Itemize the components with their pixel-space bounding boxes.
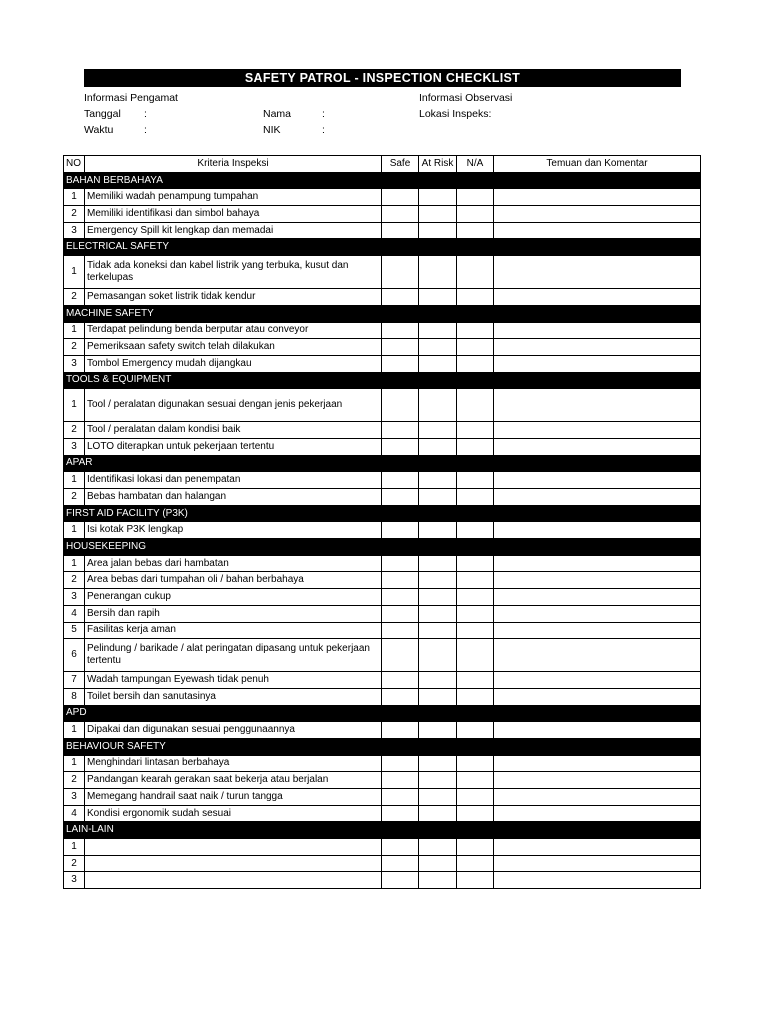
na-cell[interactable]: [457, 855, 494, 872]
checklist-row: [64, 389, 701, 422]
criteria-text: Identifikasi lokasi dan penempatan: [85, 472, 382, 489]
section-header-row: [64, 539, 701, 556]
informasi-observasi-label: Informasi Observasi: [419, 92, 513, 104]
section-title: APD: [64, 705, 701, 722]
criteria-text: Area bebas dari tumpahan oli / bahan berbahaya: [85, 572, 382, 589]
section-header-row: [64, 455, 701, 472]
na-cell[interactable]: [457, 555, 494, 572]
na-cell[interactable]: [457, 438, 494, 455]
at-risk-cell[interactable]: [419, 438, 457, 455]
table-header-row: [64, 156, 701, 173]
informasi-pengamat-label: Informasi Pengamat: [84, 92, 178, 104]
checklist-row: [64, 572, 701, 589]
checklist-row: [64, 789, 701, 806]
row-number: 1: [64, 189, 85, 206]
criteria-text: Memiliki identifikasi dan simbol bahaya: [85, 206, 382, 223]
at-risk-cell[interactable]: [419, 688, 457, 705]
at-risk-cell[interactable]: [419, 355, 457, 372]
tanggal-colon: :: [144, 108, 147, 120]
checklist-row: [64, 189, 701, 206]
at-risk-cell[interactable]: [419, 789, 457, 806]
row-number: 4: [64, 805, 85, 822]
criteria-text: Dipakai dan digunakan sesuai penggunaannya: [85, 722, 382, 739]
section-header-row: [64, 738, 701, 755]
row-number: 2: [64, 855, 85, 872]
checklist-row: [64, 339, 701, 356]
safe-cell[interactable]: [382, 855, 419, 872]
row-number: 2: [64, 289, 85, 306]
row-number: 2: [64, 206, 85, 223]
checklist-row: [64, 722, 701, 739]
criteria-text: Memegang handrail saat naik / turun tangga: [85, 789, 382, 806]
criteria-text: Toilet bersih dan sanutasinya: [85, 688, 382, 705]
safe-cell[interactable]: [382, 438, 419, 455]
checklist-row: [64, 355, 701, 372]
criteria-text: Penerangan cukup: [85, 589, 382, 606]
na-cell[interactable]: [457, 389, 494, 422]
temuan-cell[interactable]: [494, 422, 701, 439]
checklist-row: [64, 672, 701, 689]
temuan-cell[interactable]: [494, 672, 701, 689]
nama-label: Nama: [263, 108, 292, 120]
at-risk-cell[interactable]: [419, 872, 457, 889]
row-number: 2: [64, 572, 85, 589]
checklist-row: [64, 489, 701, 506]
checklist-row: [64, 639, 701, 672]
criteria-text: Wadah tampungan Eyewash tidak penuh: [85, 672, 382, 689]
at-risk-cell[interactable]: [419, 805, 457, 822]
criteria-text: Pemasangan soket listrik tidak kendur: [85, 289, 382, 306]
safe-cell[interactable]: [382, 289, 419, 306]
row-number: 1: [64, 522, 85, 539]
criteria-text: Bersih dan rapih: [85, 605, 382, 622]
na-cell[interactable]: [457, 522, 494, 539]
temuan-cell[interactable]: [494, 355, 701, 372]
section-header-row: [64, 305, 701, 322]
row-number: 7: [64, 672, 85, 689]
checklist-row: [64, 472, 701, 489]
section-title: BEHAVIOUR SAFETY: [64, 738, 701, 755]
section-title: BAHAN BERBAHAYA: [64, 172, 701, 189]
row-number: 3: [64, 438, 85, 455]
temuan-cell[interactable]: [494, 189, 701, 206]
at-risk-cell[interactable]: [419, 755, 457, 772]
na-cell[interactable]: [457, 189, 494, 206]
at-risk-cell[interactable]: [419, 589, 457, 606]
at-risk-cell[interactable]: [419, 855, 457, 872]
temuan-cell[interactable]: [494, 522, 701, 539]
safe-cell[interactable]: [382, 322, 419, 339]
checklist-row: [64, 256, 701, 289]
checklist-row: [64, 289, 701, 306]
temuan-cell[interactable]: [494, 489, 701, 506]
na-cell[interactable]: [457, 472, 494, 489]
criteria-text: Memiliki wadah penampung tumpahan: [85, 189, 382, 206]
na-cell[interactable]: [457, 206, 494, 223]
safe-cell[interactable]: [382, 789, 419, 806]
at-risk-cell[interactable]: [419, 422, 457, 439]
nik-colon: :: [322, 124, 325, 136]
at-risk-cell[interactable]: [419, 222, 457, 239]
criteria-text: Pelindung / barikade / alat peringatan dipasang untuk pekerjaan tertentu: [85, 639, 382, 672]
at-risk-cell[interactable]: [419, 772, 457, 789]
criteria-text: Tidak ada koneksi dan kabel listrik yang terbuka, kusut dan terkelupas: [85, 256, 382, 289]
section-title: ELECTRICAL SAFETY: [64, 239, 701, 256]
row-number: 3: [64, 222, 85, 239]
na-cell[interactable]: [457, 339, 494, 356]
section-title: APAR: [64, 455, 701, 472]
safe-cell[interactable]: [382, 355, 419, 372]
checklist-row: [64, 589, 701, 606]
criteria-text: [85, 839, 382, 856]
na-cell[interactable]: [457, 572, 494, 589]
row-number: 2: [64, 489, 85, 506]
row-number: 1: [64, 322, 85, 339]
row-number: 3: [64, 872, 85, 889]
criteria-text: Tombol Emergency mudah dijangkau: [85, 355, 382, 372]
col-header-no: NO: [64, 156, 85, 173]
criteria-text: Pemeriksaan safety switch telah dilakukan: [85, 339, 382, 356]
na-cell[interactable]: [457, 672, 494, 689]
safe-cell[interactable]: [382, 839, 419, 856]
at-risk-cell[interactable]: [419, 206, 457, 223]
at-risk-cell[interactable]: [419, 389, 457, 422]
temuan-cell[interactable]: [494, 839, 701, 856]
safe-cell[interactable]: [382, 489, 419, 506]
safe-cell[interactable]: [382, 256, 419, 289]
temuan-cell[interactable]: [494, 605, 701, 622]
criteria-text: Kondisi ergonomik sudah sesuai: [85, 805, 382, 822]
checklist-row: [64, 755, 701, 772]
na-cell[interactable]: [457, 688, 494, 705]
na-cell[interactable]: [457, 589, 494, 606]
row-number: 8: [64, 688, 85, 705]
na-cell[interactable]: [457, 322, 494, 339]
section-header-row: [64, 239, 701, 256]
na-cell[interactable]: [457, 355, 494, 372]
row-number: 6: [64, 639, 85, 672]
at-risk-cell[interactable]: [419, 289, 457, 306]
row-number: 1: [64, 555, 85, 572]
temuan-cell[interactable]: [494, 472, 701, 489]
na-cell[interactable]: [457, 805, 494, 822]
at-risk-cell[interactable]: [419, 722, 457, 739]
row-number: 2: [64, 422, 85, 439]
safe-cell[interactable]: [382, 422, 419, 439]
temuan-cell[interactable]: [494, 256, 701, 289]
tanggal-label: Tanggal: [84, 108, 121, 120]
na-cell[interactable]: [457, 289, 494, 306]
safe-cell[interactable]: [382, 522, 419, 539]
section-header-row: [64, 705, 701, 722]
nik-label: NIK: [263, 124, 281, 136]
safe-cell[interactable]: [382, 206, 419, 223]
na-cell[interactable]: [457, 422, 494, 439]
temuan-cell[interactable]: [494, 322, 701, 339]
checklist-row: [64, 605, 701, 622]
checklist-row: [64, 555, 701, 572]
checklist-row: [64, 522, 701, 539]
criteria-text: [85, 855, 382, 872]
criteria-text: Tool / peralatan dalam kondisi baik: [85, 422, 382, 439]
nama-colon: :: [322, 108, 325, 120]
criteria-text: LOTO diterapkan untuk pekerjaan tertentu: [85, 438, 382, 455]
temuan-cell[interactable]: [494, 622, 701, 639]
checklist-row: [64, 855, 701, 872]
temuan-cell[interactable]: [494, 589, 701, 606]
temuan-cell[interactable]: [494, 639, 701, 672]
na-cell[interactable]: [457, 605, 494, 622]
safe-cell[interactable]: [382, 755, 419, 772]
na-cell[interactable]: [457, 622, 494, 639]
criteria-text: Menghindari lintasan berbahaya: [85, 755, 382, 772]
waktu-colon: :: [144, 124, 147, 136]
at-risk-cell[interactable]: [419, 639, 457, 672]
safe-cell[interactable]: [382, 189, 419, 206]
safe-cell[interactable]: [382, 572, 419, 589]
na-cell[interactable]: [457, 256, 494, 289]
temuan-cell[interactable]: [494, 855, 701, 872]
temuan-cell[interactable]: [494, 722, 701, 739]
section-header-row: [64, 172, 701, 189]
criteria-text: Pandangan kearah gerakan saat bekerja atau berjalan: [85, 772, 382, 789]
checklist-row: [64, 772, 701, 789]
temuan-cell[interactable]: [494, 688, 701, 705]
checklist-row: [64, 438, 701, 455]
checklist-row: [64, 222, 701, 239]
inspection-checklist-table: [63, 155, 701, 889]
checklist-row: [64, 206, 701, 223]
page-title: SAFETY PATROL - INSPECTION CHECKLIST: [84, 69, 681, 87]
row-number: 3: [64, 589, 85, 606]
na-cell[interactable]: [457, 772, 494, 789]
criteria-text: Area jalan bebas dari hambatan: [85, 555, 382, 572]
at-risk-cell[interactable]: [419, 839, 457, 856]
temuan-cell[interactable]: [494, 872, 701, 889]
at-risk-cell[interactable]: [419, 672, 457, 689]
temuan-cell[interactable]: [494, 572, 701, 589]
safe-cell[interactable]: [382, 805, 419, 822]
col-header-temuan: Temuan dan Komentar: [494, 156, 701, 173]
section-title: HOUSEKEEPING: [64, 539, 701, 556]
row-number: 1: [64, 755, 85, 772]
checklist-row: [64, 322, 701, 339]
temuan-cell[interactable]: [494, 339, 701, 356]
safe-cell[interactable]: [382, 622, 419, 639]
temuan-cell[interactable]: [494, 805, 701, 822]
at-risk-cell[interactable]: [419, 472, 457, 489]
at-risk-cell[interactable]: [419, 339, 457, 356]
safe-cell[interactable]: [382, 605, 419, 622]
section-title: LAIN-LAIN: [64, 822, 701, 839]
temuan-cell[interactable]: [494, 789, 701, 806]
at-risk-cell[interactable]: [419, 622, 457, 639]
section-header-row: [64, 505, 701, 522]
na-cell[interactable]: [457, 222, 494, 239]
section-title: FIRST AID FACILITY (P3K): [64, 505, 701, 522]
criteria-text: Emergency Spill kit lengkap dan memadai: [85, 222, 382, 239]
na-cell[interactable]: [457, 639, 494, 672]
at-risk-cell[interactable]: [419, 189, 457, 206]
checklist-row: [64, 622, 701, 639]
na-cell[interactable]: [457, 722, 494, 739]
row-number: 1: [64, 389, 85, 422]
criteria-text: [85, 872, 382, 889]
criteria-text: Tool / peralatan digunakan sesuai dengan jenis pekerjaan: [85, 389, 382, 422]
na-cell[interactable]: [457, 755, 494, 772]
col-header-kriteria: Kriteria Inspeksi: [85, 156, 382, 173]
checklist-row: [64, 872, 701, 889]
row-number: 1: [64, 722, 85, 739]
criteria-text: Bebas hambatan dan halangan: [85, 489, 382, 506]
temuan-cell[interactable]: [494, 555, 701, 572]
safe-cell[interactable]: [382, 589, 419, 606]
criteria-text: Terdapat pelindung benda berputar atau conveyor: [85, 322, 382, 339]
safe-cell[interactable]: [382, 472, 419, 489]
row-number: 2: [64, 772, 85, 789]
temuan-cell[interactable]: [494, 389, 701, 422]
checklist-row: [64, 422, 701, 439]
section-title: MACHINE SAFETY: [64, 305, 701, 322]
row-number: 1: [64, 256, 85, 289]
at-risk-cell[interactable]: [419, 322, 457, 339]
row-number: 4: [64, 605, 85, 622]
temuan-cell[interactable]: [494, 289, 701, 306]
temuan-cell[interactable]: [494, 206, 701, 223]
at-risk-cell[interactable]: [419, 555, 457, 572]
row-number: 1: [64, 839, 85, 856]
at-risk-cell[interactable]: [419, 572, 457, 589]
row-number: 3: [64, 789, 85, 806]
row-number: 3: [64, 355, 85, 372]
safe-cell[interactable]: [382, 872, 419, 889]
na-cell[interactable]: [457, 872, 494, 889]
criteria-text: Isi kotak P3K lengkap: [85, 522, 382, 539]
safe-cell[interactable]: [382, 555, 419, 572]
checklist-row: [64, 688, 701, 705]
at-risk-cell[interactable]: [419, 522, 457, 539]
safe-cell[interactable]: [382, 639, 419, 672]
safe-cell[interactable]: [382, 672, 419, 689]
na-cell[interactable]: [457, 839, 494, 856]
na-cell[interactable]: [457, 789, 494, 806]
safe-cell[interactable]: [382, 339, 419, 356]
row-number: 2: [64, 339, 85, 356]
at-risk-cell[interactable]: [419, 489, 457, 506]
row-number: 5: [64, 622, 85, 639]
section-header-row: [64, 822, 701, 839]
section-title: TOOLS & EQUIPMENT: [64, 372, 701, 389]
safe-cell[interactable]: [382, 772, 419, 789]
lokasi-inspeksi-label: Lokasi Inspeks:: [419, 108, 492, 120]
safe-cell[interactable]: [382, 389, 419, 422]
col-header-at-risk: At Risk: [419, 156, 457, 173]
criteria-text: Fasilitas kerja aman: [85, 622, 382, 639]
safe-cell[interactable]: [382, 688, 419, 705]
temuan-cell[interactable]: [494, 755, 701, 772]
waktu-label: Waktu: [84, 124, 114, 136]
checklist-row: [64, 805, 701, 822]
col-header-safe: Safe: [382, 156, 419, 173]
row-number: 1: [64, 472, 85, 489]
section-header-row: [64, 372, 701, 389]
safe-cell[interactable]: [382, 222, 419, 239]
temuan-cell[interactable]: [494, 772, 701, 789]
temuan-cell[interactable]: [494, 438, 701, 455]
temuan-cell[interactable]: [494, 222, 701, 239]
safe-cell[interactable]: [382, 722, 419, 739]
at-risk-cell[interactable]: [419, 605, 457, 622]
col-header-na: N/A: [457, 156, 494, 173]
at-risk-cell[interactable]: [419, 256, 457, 289]
na-cell[interactable]: [457, 489, 494, 506]
checklist-row: [64, 839, 701, 856]
